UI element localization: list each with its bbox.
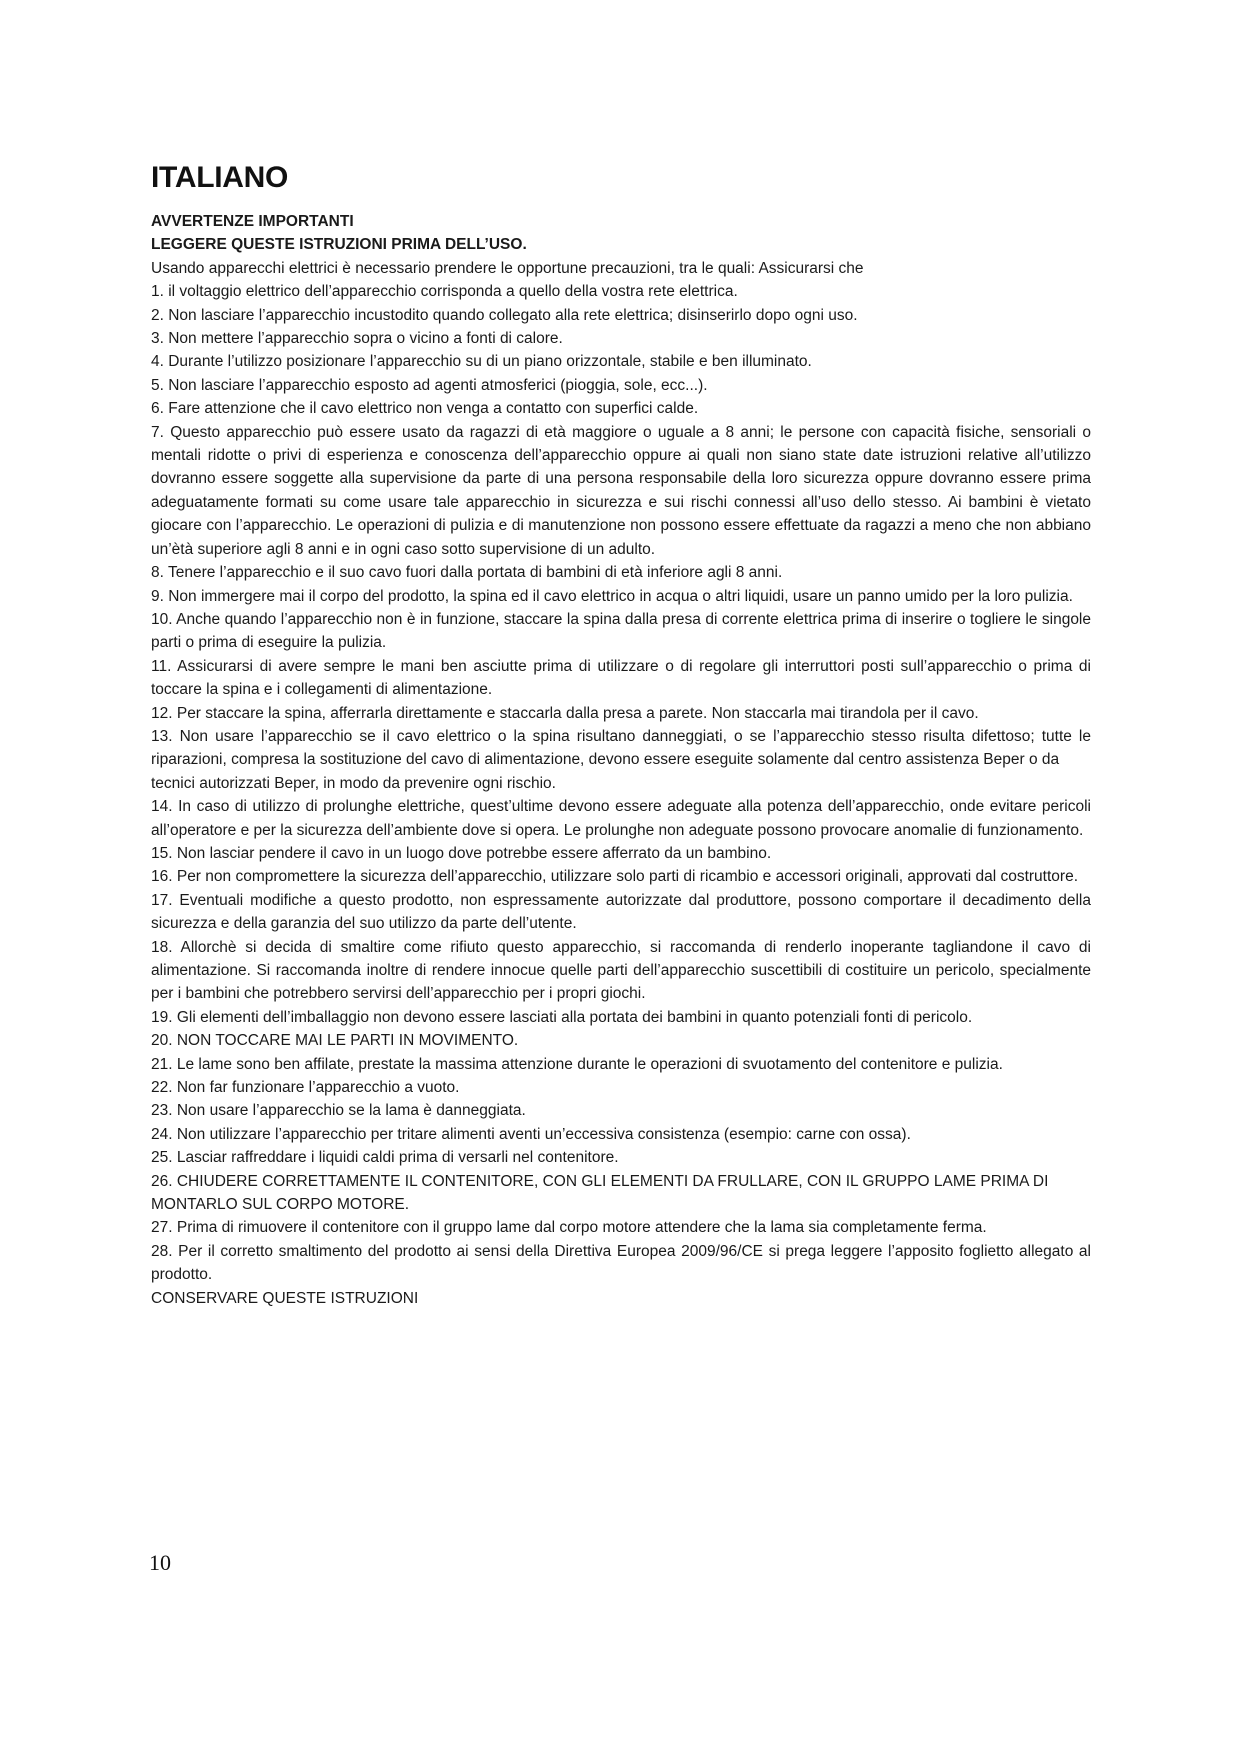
- list-item: 3. Non mettere l’apparecchio sopra o vicino a fonti di calore.: [151, 330, 563, 348]
- list-item: 20. NON TOCCARE MAI LE PARTI IN MOVIMENTO.: [151, 1032, 519, 1050]
- list-item: 10. Anche quando l’apparecchio non è in funzione, staccare la spina dalla presa di corrente elettrica prima di inserire o togliere le singole parti o prima di eseguire la pulizia.: [151, 610, 1091, 652]
- list-item: 26. CHIUDERE CORRETTAMENTE IL CONTENITORE, CON GLI ELEMENTI DA FRULLARE, CON IL GRUPPO LAME PRIMA DI MONTARLO SUL CORPO MOTORE.: [151, 1172, 1049, 1214]
- closing-text: CONSERVARE QUESTE ISTRUZIONI: [151, 1289, 419, 1307]
- list-item: 15. Non lasciar pendere il cavo in un luogo dove potrebbe essere afferrato da un bambino.: [151, 844, 772, 862]
- list-item: 2. Non lasciare l’apparecchio incustodito quando collegato alla rete elettrica; disinserirlo dopo ogni uso.: [151, 306, 858, 324]
- list-item: 22. Non far funzionare l’apparecchio a vuoto.: [151, 1079, 460, 1097]
- intro-text: Usando apparecchi elettrici è necessario prendere le opportune precauzioni, tra le quali: Assicurarsi che: [151, 259, 864, 277]
- list-item: 14. In caso di utilizzo di prolunghe elettriche, quest’ultime devono essere adeguate alla potenza dell’apparecchio, onde evitare pericoli all’operatore e per la sicurezza dell’ambiente dove si opera. Le prolunghe non adeguate possono provocare anomalie di funzionamento.: [151, 798, 1091, 839]
- list-item: 23. Non usare l’apparecchio se la lama è danneggiata.: [151, 1102, 526, 1120]
- list-item: tecnici autorizzati Beper, in modo da prevenire ogni rischio.: [151, 774, 556, 792]
- page-number: 10: [149, 1550, 171, 1575]
- list-item: 8. Tenere l’apparecchio e il suo cavo fuori dalla portata di bambini di età inferiore agli 8 anni.: [151, 564, 783, 582]
- list-item: 24. Non utilizzare l’apparecchio per tritare alimenti aventi un’eccessiva consistenza (esempio: carne con ossa).: [151, 1125, 911, 1143]
- warning-title: AVVERTENZE IMPORTANTI: [151, 213, 354, 230]
- list-item: 25. Lasciar raffreddare i liquidi caldi prima di versarli nel contenitore.: [151, 1149, 619, 1167]
- list-item: 9. Non immergere mai il corpo del prodotto, la spina ed il cavo elettrico in acqua o altri liquidi, usare un panno umido per la loro pulizia.: [151, 587, 1073, 605]
- read-instructions: LEGGERE QUESTE ISTRUZIONI PRIMA DELL’USO.: [151, 236, 527, 254]
- list-item: 1. il voltaggio elettrico dell’apparecchio corrisponda a quello della vostra rete elettrica.: [151, 283, 738, 301]
- list-item: 7. Questo apparecchio può essere usato da ragazzi di età maggiore o uguale a 8 anni; le persone con capacità fisiche, sensoriali o mentali ridotte o privi di esperienza e conoscenza dell’apparecchio oppure ai quali non siano state date istruzioni relative all’utilizzo dovranno essere soggette alla supervisione da parte di una persona responsabile della loro sicurezza oppure dovranno essere prima adeguatamente formati su come usare tale apparecchio in sicurezza e sui rischi connessi all’uso dello stesso. Ai bambini è vietato giocare con l’apparecchio. Le operazioni di pulizia e di manutenzione non possono essere effettuate da ragazzi a meno che non abbiano un’ètà superiore agli 8 anni e in ogni caso sotto supervisione di un adulto.: [151, 423, 1091, 558]
- list-item: 16. Per non compromettere la sicurezza dell’apparecchio, utilizzare solo parti di ricambio e accessori originali, approvati dal costruttore.: [151, 868, 1078, 886]
- page-title: ITALIANO: [151, 161, 289, 194]
- list-item: 17. Eventuali modifiche a questo prodotto, non espressamente autorizzate dal produttore, possono comportare il decadimento della sicurezza e della garanzia del suo utilizzo da parte dell’utente.: [151, 891, 1091, 933]
- list-item: 6. Fare attenzione che il cavo elettrico non venga a contatto con superfici calde.: [151, 400, 699, 418]
- list-item: 5. Non lasciare l’apparecchio esposto ad agenti atmosferici (pioggia, sole, ecc...).: [151, 376, 708, 394]
- list-item: 4. Durante l’utilizzo posizionare l’apparecchio su di un piano orizzontale, stabile e ben illuminato.: [151, 353, 812, 371]
- list-item: 27. Prima di rimuovere il contenitore con il gruppo lame dal corpo motore attendere che la lama sia completamente ferma.: [151, 1219, 987, 1237]
- list-item: 18. Allorchè si decida di smaltire come rifiuto questo apparecchio, si raccomanda di renderlo inoperante tagliandone il cavo di alimentazione. Si raccomanda inoltre di rendere innocue quelle parti dell’apparecchio suscettibili di costituire un pericolo, specialmente per i bambini che potrebbero servirsi dell’apparecchio per i propri giochi.: [151, 938, 1091, 1003]
- list-item: 28. Per il corretto smaltimento del prodotto ai sensi della Direttiva Europea 2009/96/CE si prega leggere l’apposito foglietto allegato al prodotto.: [151, 1242, 1091, 1284]
- list-item: 11. Assicurarsi di avere sempre le mani ben asciutte prima di utilizzare o di regolare gli interruttori posti sull’apparecchio o prima di toccare la spina e i collegamenti di alimentazione.: [151, 657, 1091, 699]
- list-item: 19. Gli elementi dell’imballaggio non devono essere lasciati alla portata dei bambini in quanto potenziali fonti di pericolo.: [151, 1008, 973, 1026]
- page-content: [151, 160, 1091, 1310]
- list-item: 13. Non usare l’apparecchio se il cavo elettrico o la spina risultano danneggiati, o se l’apparecchio stesso risulta difettoso; tutte le riparazioni, compresa la sostituzione del cavo di alimentazione, devono essere eseguite solamente dal centro assistenza Beper o da: [151, 727, 1091, 769]
- list-item: 21. Le lame sono ben affilate, prestate la massima attenzione durante le operazioni di svuotamento del contenitore e pulizia.: [151, 1055, 1003, 1073]
- list-item: 12. Per staccare la spina, afferrarla direttamente e staccarla dalla presa a parete. Non staccarla mai tirandola per il cavo.: [151, 704, 979, 722]
